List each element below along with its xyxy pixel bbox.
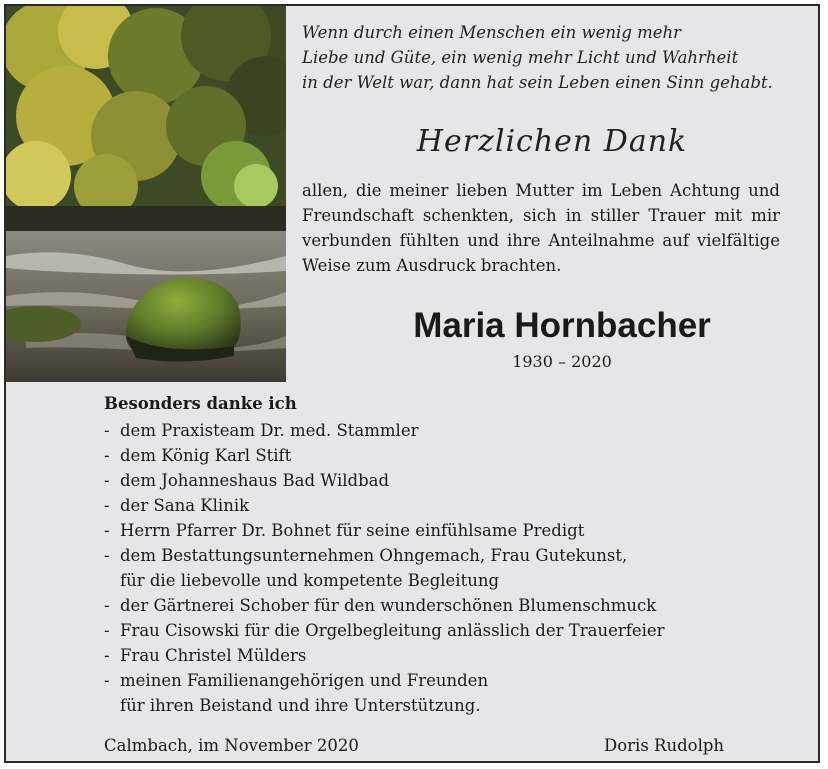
quote-line: in der Welt war, dann hat sein Leben einen Sinn gehabt.: [302, 73, 773, 92]
list-item: [102, 468, 802, 493]
forest-stream-image: [6, 6, 286, 382]
list-item-text: dem Praxisteam Dr. med. Stammler: [120, 421, 419, 440]
thanks-line: verbunden fühlten und ihre Anteilnahme auf vielfältige: [302, 231, 780, 250]
list-item-text: der Gärtnerei Schober für den wunderschönen Blumenschmuck: [120, 596, 657, 615]
list-item-text: der Sana Klinik: [120, 496, 250, 515]
list-item: [102, 618, 802, 643]
list-item-text: meinen Familienangehörigen und Freunden: [120, 671, 489, 690]
list-item: [102, 643, 802, 668]
place-date: Calmbach, im November 2020: [104, 736, 359, 755]
list-heading: Besonders danke ich: [104, 394, 297, 413]
quote-line: Wenn durch einen Menschen ein wenig mehr: [302, 23, 682, 42]
deceased-name: Maria Hornbacher: [413, 306, 711, 345]
list-item-text: dem Bestattungsunternehmen Ohngemach, Frau Gutekunst,: [120, 546, 628, 565]
list-item-text: Frau Cisowski für die Orgelbegleitung anlässlich der Trauerfeier: [120, 621, 665, 640]
thanks-line: Freundschaft schenkten, sich in stiller Trauer mit mir: [302, 206, 780, 225]
signature: Doris Rudolph: [604, 736, 725, 755]
list-item: [102, 518, 802, 543]
forest-stream-photo: [6, 6, 286, 382]
list-item: [102, 668, 802, 718]
life-years: 1930 – 2020: [512, 352, 612, 371]
list-item-text-continued: für die liebevolle und kompetente Begleitung: [120, 571, 500, 590]
memorial-quote: [302, 20, 802, 95]
list-item-text: dem König Karl Stift: [120, 446, 292, 465]
thanks-paragraph: [302, 178, 780, 278]
thanks-list: [102, 418, 802, 718]
list-item-text-continued: für ihren Beistand und ihre Unterstützung.: [120, 696, 481, 715]
thanks-heading: Herzlichen Dank: [416, 124, 688, 159]
list-item: [102, 543, 802, 593]
list-item-text: dem Johanneshaus Bad Wildbad: [120, 471, 390, 490]
list-item-text: Herrn Pfarrer Dr. Bohnet für seine einfühlsame Predigt: [120, 521, 585, 540]
list-item: [102, 593, 802, 618]
thanks-line: allen, die meiner lieben Mutter im Leben Achtung und: [302, 181, 780, 200]
thanks-line: Weise zum Ausdruck brachten.: [302, 256, 562, 275]
list-item: [102, 418, 802, 443]
quote-line: Liebe und Güte, ein wenig mehr Licht und Wahrheit: [302, 48, 739, 67]
list-item: [102, 443, 802, 468]
list-item: [102, 493, 802, 518]
obituary-card: [4, 4, 820, 763]
list-item-text: Frau Christel Mülders: [120, 646, 307, 665]
